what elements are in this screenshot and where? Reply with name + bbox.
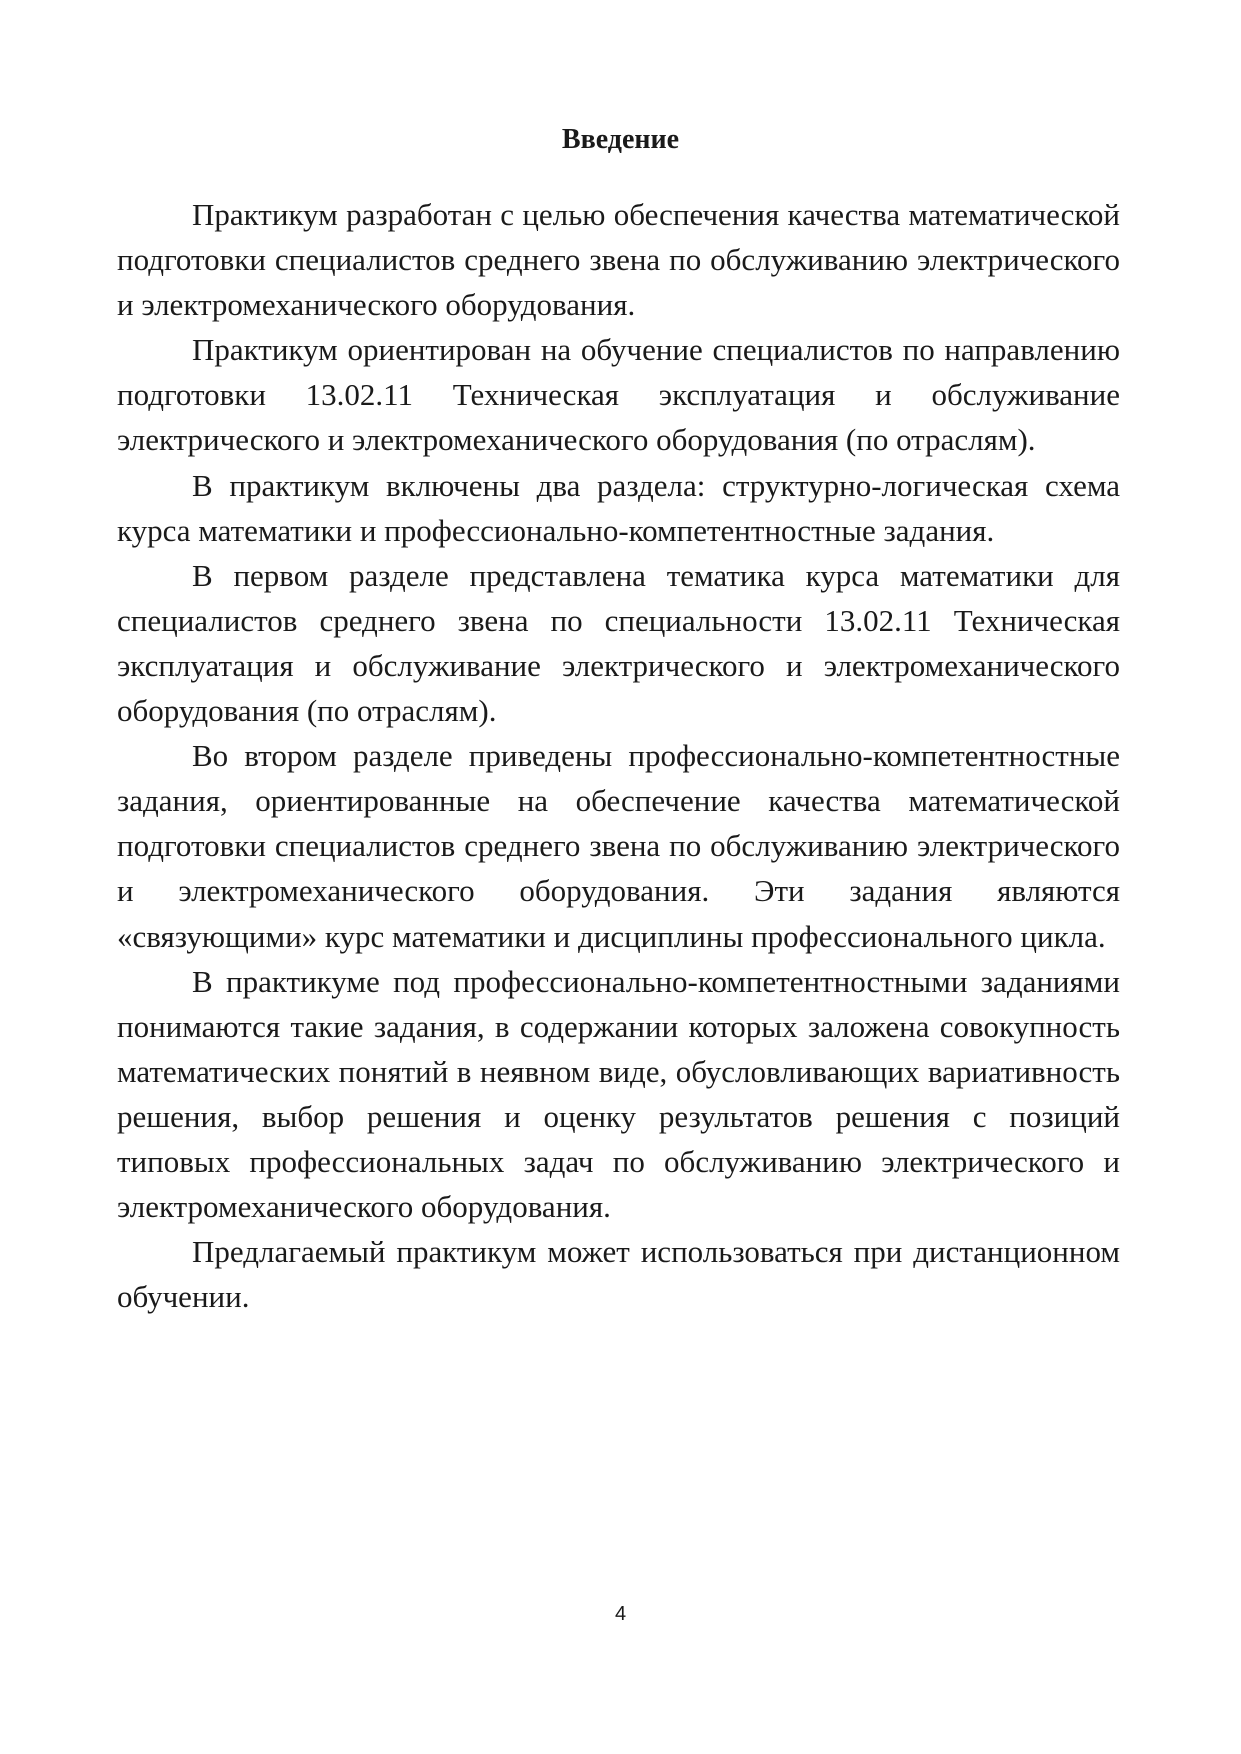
paragraph-6: В практикуме под профессионально-компетентностными заданиями понимаются такие задания, в содержании которых заложена совокупность математических понятий в неявном виде, обусловливающих вариативность решения, выбор решения и оценку результатов решения с позиций типовых профессиональных задач по обслуживанию электрического и электромеханического оборудования. bbox=[117, 963, 1120, 1225]
paragraph-7: Предлагаемый практикум может использоваться при дистанционном обучении. bbox=[117, 1234, 1120, 1315]
paragraph-3: В практикум включены два раздела: структурно-логическая схема курса математики и профессионально-компетентностные задания. bbox=[117, 467, 1120, 548]
paragraph-5: Во втором разделе приведены профессионально-компетентностные задания, ориентированные на обеспечение качества математической подготовки специалистов среднего звена по обслуживанию электрического и электромеханического оборудования. Эти задания являются «связующими» курс математики и дисциплины профессионального цикла. bbox=[117, 738, 1120, 954]
page-number: 4 bbox=[614, 1603, 627, 1625]
page-title: Введение bbox=[561, 124, 680, 155]
paragraph-2: Практикум ориентирован на обучение специалистов по направлению подготовки 13.02.11 Техническая эксплуатация и обслуживание электрического и электромеханического оборудования (по отраслям). bbox=[117, 332, 1120, 458]
body-text bbox=[117, 192, 1120, 1319]
paragraph-4: В первом разделе представлена тематика курса математики для специалистов среднего звена по специальности 13.02.11 Техническая эксплуатация и обслуживание электрического и электромеханического оборудования (по отраслям). bbox=[117, 557, 1120, 729]
paragraph-1: Практикум разработан с целью обеспечения качества математической подготовки специалистов среднего звена по обслуживанию электрического и электромеханического оборудования. bbox=[117, 197, 1120, 323]
